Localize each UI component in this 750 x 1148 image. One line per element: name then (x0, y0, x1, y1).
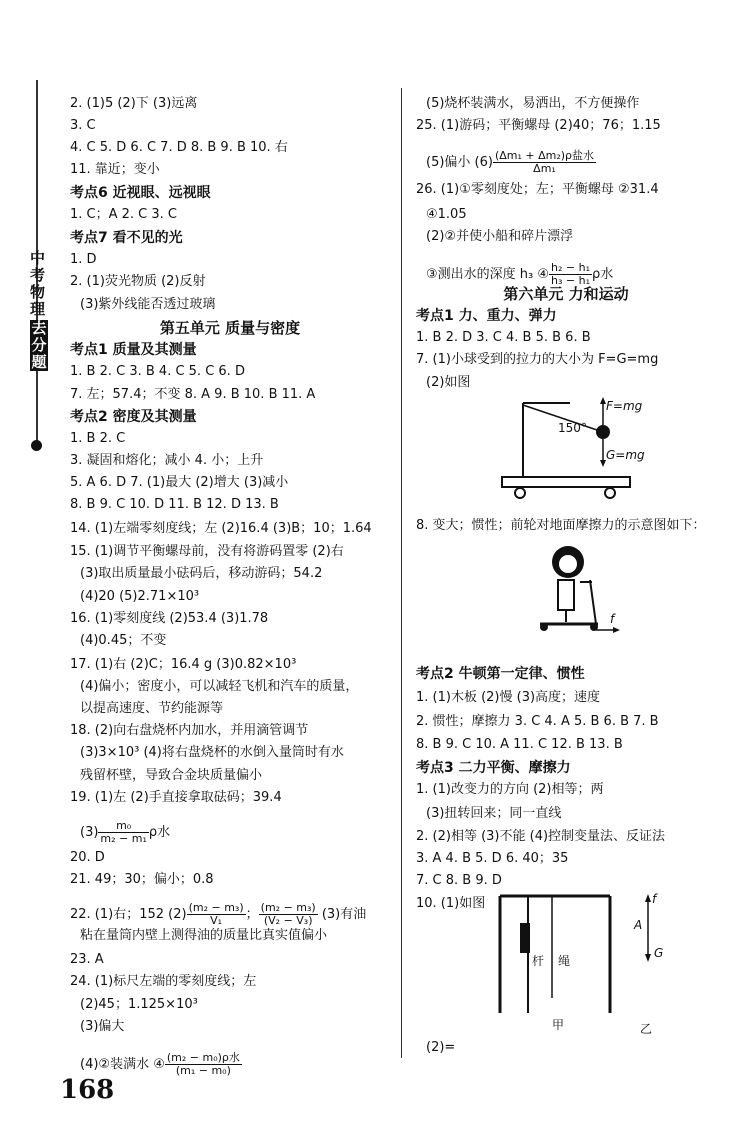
answer-line: (2)45；1.125×10³ (80, 997, 198, 1012)
answer-line: 2. 惯性；摩擦力 3. C 4. A 5. B 6. B 7. B (416, 714, 659, 729)
fraction-numerator: h₂ − h₁ (551, 261, 591, 274)
answer-line: 4. C 5. D 6. C 7. D 8. B 9. B 10. 右 (70, 140, 288, 155)
answer-line: 7. C 8. B 9. D (416, 873, 502, 888)
topic-heading: 考点7 看不见的光 (70, 230, 183, 246)
fig3-g-label: G (654, 946, 664, 960)
fraction-numerator: m₀ (98, 820, 148, 833)
answer-line: 19. (1)左 (2)手直接拿取砝码；39.4 (70, 790, 282, 805)
figure-stand-ball (500, 393, 650, 508)
answer-line (80, 820, 170, 845)
answer-line: (4)偏小；密度小，可以减轻飞机和汽车的质量， (80, 679, 359, 694)
answer-text: (3) (80, 825, 99, 840)
fraction (259, 902, 318, 927)
topic-heading: 考点2 牛顿第一定律、惯性 (416, 666, 585, 682)
figure-rod-rope (470, 888, 700, 1038)
fraction-numerator: (Δm₁ + Δm₂)ρ盐水 (494, 149, 595, 162)
answer-line: 3. 凝固和熔化；减小 4. 小；上升 (70, 453, 264, 468)
answer-line: 1. C；A 2. C 3. C (70, 207, 177, 222)
answer-text: ρ水 (592, 267, 614, 282)
fraction (549, 262, 592, 287)
fraction-numerator: (m₂ − m₀)ρ水 (166, 1051, 240, 1064)
answer-line: 20. D (70, 850, 105, 865)
answer-line (426, 150, 596, 175)
answer-text: 22. (1)右；152 (2) (70, 907, 187, 922)
answer-line: (3)3×10³ (4)将右盘烧杯的水倒入量筒时有水 (80, 745, 344, 760)
caption-jia: 甲 (552, 1018, 565, 1032)
fraction-denominator: (V₂ − V₃) (263, 914, 313, 927)
topic-heading: 考点1 力、重力、弹力 (416, 308, 557, 324)
rod-label: 杆 (532, 954, 545, 968)
answer-line: (4)20 (5)2.71×10³ (80, 589, 200, 604)
answer-line: 18. (2)向右盘烧杯内加水，并用滴管调节 (70, 723, 309, 738)
fraction (493, 150, 596, 175)
answer-line: 26. (1)①零刻度处；左；平衡螺母 ②31.4 (416, 182, 659, 197)
answer-line: 2. (2)相等 (3)不能 (4)控制变量法、反证法 (416, 829, 666, 844)
answer-line: 1. D (70, 252, 97, 267)
answer-line: 8. B 9. C 10. A 11. C 12. B 13. B (416, 737, 623, 752)
sidebar-title: 中考物理 (30, 249, 46, 318)
answer-line: 残留杯壁，导致合金块质量偏小 (80, 768, 263, 783)
answer-line: (4)0.45；不变 (80, 633, 167, 648)
page-number: 168 (60, 1075, 115, 1105)
answer-line: (3)紫外线能否透过玻璃 (80, 297, 216, 312)
topic-heading: 考点2 密度及其测量 (70, 409, 197, 425)
section-heading: 第五单元 质量与密度 (159, 319, 301, 337)
section-heading: 第六单元 力和运动 (503, 285, 629, 303)
fraction-denominator: Δm₁ (533, 162, 556, 175)
answer-line: 15. (1)调节平衡螺母前，没有将游码置零 (2)右 (70, 544, 344, 559)
answer-line: 24. (1)标尺左端的零刻度线；左 (70, 974, 257, 989)
figure-scooter (530, 540, 630, 635)
sidebar-dot (31, 440, 42, 451)
rope-label: 绳 (558, 954, 571, 968)
answer-text: (5)偏小 (6) (426, 155, 493, 170)
answer-line: 2. (1)荧光物质 (2)反射 (70, 274, 206, 289)
answer-text: ③测出水的深度 h₃ ④ (426, 267, 550, 282)
fig3-f-label: f (652, 892, 657, 906)
friction-label: f (610, 612, 615, 626)
fraction (187, 902, 246, 927)
answer-line: 11. 靠近；变小 (70, 162, 160, 177)
topic-heading: 考点6 近视眼、远视眼 (70, 185, 211, 201)
answer-line: 粘在量筒内壁上测得油的质量比真实值偏小 (80, 928, 328, 943)
fraction (98, 820, 148, 845)
topic-heading: 考点3 二力平衡、摩擦力 (416, 760, 571, 776)
answer-line: ④1.05 (426, 207, 467, 222)
angle-label: 150° (558, 421, 587, 435)
answer-line: 10. (1)如图 (416, 896, 486, 911)
answer-line: 1. B 2. C (70, 431, 126, 446)
answer-line: 25. (1)游码；平衡螺母 (2)40；76；1.15 (416, 118, 661, 133)
answer-line: 8. 变大；惯性；前轮对地面摩擦力的示意图如下： (416, 518, 706, 533)
answer-line (426, 262, 613, 287)
force-up-label: F=mg (606, 399, 643, 413)
answer-line (80, 1052, 242, 1077)
answer-line: 以提高速度、节约能源等 (80, 701, 224, 716)
caption-yi: 乙 (640, 1022, 653, 1036)
answer-line: 8. B 9. C 10. D 11. B 12. D 13. B (70, 497, 279, 512)
answer-line: 1. B 2. D 3. C 4. B 5. B 6. B (416, 330, 591, 345)
fraction (165, 1052, 242, 1077)
topic-heading: 考点1 质量及其测量 (70, 342, 197, 358)
fig3-a-label: A (634, 918, 643, 932)
answer-text: (3)有油 (317, 907, 367, 922)
answer-text: ρ水 (148, 825, 171, 840)
force-down-label: G=mg (606, 448, 645, 462)
answer-line: (5)烧杯装满水，易洒出，不方便操作 (426, 96, 640, 111)
fraction-denominator: m₂ − m₁ (100, 832, 147, 845)
answer-line: (3)取出质量最小砝码后，移动游码；54.2 (80, 566, 323, 581)
answer-line: 7. 左；57.4；不变 8. A 9. B 10. B 11. A (70, 387, 316, 402)
answer-line: 7. (1)小球受到的拉力的大小为 F=G=mg (416, 352, 659, 367)
answer-line: (2)= (426, 1040, 456, 1055)
answer-line: 1. (1)改变力的方向 (2)相等；两 (416, 782, 604, 797)
answer-line: 5. A 6. D 7. (1)最大 (2)增大 (3)减小 (70, 475, 289, 490)
fraction-denominator: (m₁ − m₀) (175, 1064, 231, 1077)
answer-line: 17. (1)右 (2)C；16.4 g (3)0.82×10³ (70, 657, 297, 672)
answer-line: 3. C (70, 118, 96, 133)
sidebar-subtitle: 去分题 (31, 319, 47, 371)
answer-line: 1. B 2. C 3. B 4. C 5. C 6. D (70, 364, 245, 379)
answer-line: 21. 49；30；偏小；0.8 (70, 872, 214, 887)
fraction-denominator: h₃ − h₁ (551, 274, 591, 287)
answer-line: 3. A 4. B 5. D 6. 40；35 (416, 851, 569, 866)
fraction-denominator: V₁ (210, 914, 223, 927)
fraction-numerator: (m₂ − m₃) (260, 901, 316, 914)
answer-line: 1. (1)木板 (2)慢 (3)高度；速度 (416, 690, 601, 705)
answer-line (70, 902, 366, 927)
answer-line: 14. (1)左端零刻度线；左 (2)16.4 (3)B；10；1.64 (70, 521, 372, 536)
answer-text: ； (245, 907, 259, 922)
answer-line: 16. (1)零刻度线 (2)53.4 (3)1.78 (70, 611, 269, 626)
answer-line: 2. (1)5 (2)下 (3)远离 (70, 96, 198, 111)
answer-line: (2)如图 (426, 375, 471, 390)
answer-line: (2)②并使小船和碎片漂浮 (426, 229, 574, 244)
answer-line: (3)扭转回来；同一直线 (426, 806, 562, 821)
answer-line: (3)偏大 (80, 1019, 125, 1034)
answer-line: 23. A (70, 952, 104, 967)
fraction-numerator: (m₂ − m₃) (188, 901, 244, 914)
column-divider (401, 88, 402, 1058)
answer-text: (4)②装满水 ④ (80, 1057, 165, 1072)
